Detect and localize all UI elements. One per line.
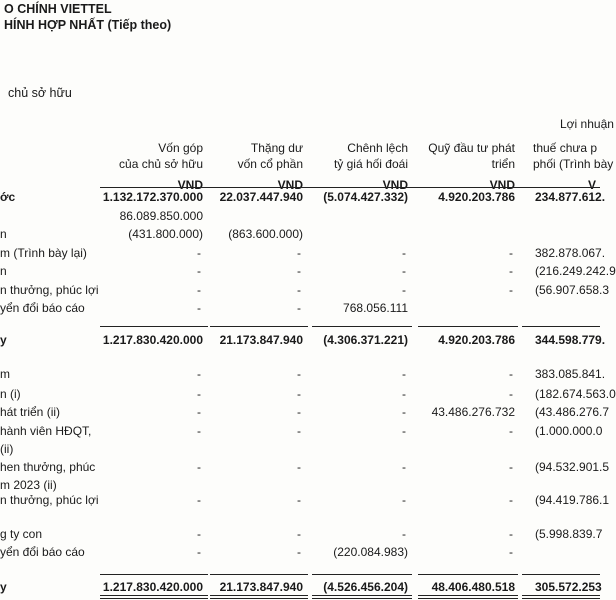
row-value-col-2: -	[297, 301, 301, 315]
row-value-col-3: -	[402, 405, 406, 419]
row-label: y	[0, 333, 7, 347]
row-value-col-5: 305.572.253	[535, 580, 602, 594]
row-value-col-2: -	[297, 460, 301, 474]
row-value-col-2: 21.173.847.940	[219, 333, 303, 347]
row-value-col-3: -	[402, 424, 406, 438]
row-value-col-3: -	[402, 367, 406, 381]
row-value-col-3: (220.084.983)	[333, 545, 408, 559]
row-label: m	[0, 367, 10, 381]
column-unit-2: VND	[277, 178, 303, 192]
row-value-col-1: 1.217.830.420.000	[102, 333, 203, 347]
row-value-col-2: -	[297, 493, 301, 507]
row-value-col-2: -	[297, 367, 301, 381]
column-header-2-l3: vốn cổ phần	[237, 157, 303, 171]
header-rule	[100, 187, 600, 188]
row-value-col-2: -	[297, 405, 301, 419]
row-value-col-3: (4.306.371.221)	[323, 333, 408, 347]
row-value-col-3: -	[402, 246, 406, 260]
row-value-col-3: -	[402, 493, 406, 507]
row-value-col-1: -	[197, 387, 201, 401]
subtotal-rule	[418, 574, 518, 575]
statement-title: HÍNH HỢP NHẤT (Tiếp theo)	[4, 18, 172, 32]
subtotal-rule	[522, 326, 600, 327]
row-value-col-4: -	[509, 493, 513, 507]
row-label: g ty con	[0, 527, 43, 541]
row-label: ớc	[0, 190, 16, 204]
row-value-col-4: -	[509, 527, 513, 541]
column-header-5-l3: phối (Trình bày	[533, 157, 614, 171]
row-value-col-4: -	[509, 283, 513, 297]
subtotal-rule	[312, 326, 412, 327]
row-label: (ii)	[0, 442, 14, 456]
row-value-col-2: 22.037.447.940	[219, 190, 303, 204]
row-value-col-1: 1.217.830.420.000	[102, 580, 203, 594]
column-header-5-l1: Lợi nhuận	[560, 117, 614, 131]
row-label: yển đổi báo cáo	[0, 545, 85, 559]
row-value-col-2: -	[297, 527, 301, 541]
row-value-col-1: 1.132.172.370.000	[102, 190, 203, 204]
row-value-col-2: -	[297, 387, 301, 401]
row-value-col-5: (5.998.839.7	[535, 527, 603, 541]
column-header-2-l2: Thặng dư	[250, 141, 303, 155]
row-label: n (i)	[0, 387, 21, 401]
row-value-col-4: -	[509, 367, 513, 381]
row-value-col-1: 86.089.850.000	[119, 209, 203, 223]
row-value-col-4: -	[509, 545, 513, 559]
row-value-col-3: -	[402, 387, 406, 401]
column-unit-5: V	[588, 178, 597, 192]
row-label: hen thưởng, phúc	[0, 460, 96, 474]
row-value-col-4: 48.406.480.518	[431, 580, 515, 594]
row-value-col-3: (5.074.427.332)	[323, 190, 408, 204]
column-header-1-l3: của chủ sở hữu	[119, 157, 203, 171]
total-double-rule	[312, 595, 412, 599]
row-value-col-4: -	[509, 460, 513, 474]
column-header-4-l2: Quỹ đầu tư phát	[428, 141, 515, 155]
row-label: n thưởng, phúc lợi	[0, 283, 99, 297]
row-value-col-4: -	[509, 424, 513, 438]
row-label: hát triển (ii)	[0, 405, 61, 419]
row-value-col-2: 21.173.847.940	[219, 580, 303, 594]
row-label: y	[0, 580, 7, 594]
row-value-col-1: -	[197, 424, 201, 438]
column-header-1-l2: Vốn góp	[158, 141, 203, 155]
row-label: n	[0, 227, 7, 241]
row-value-col-5: (216.249.242.9	[535, 264, 616, 278]
row-value-col-1: -	[197, 301, 201, 315]
row-value-col-1: -	[197, 246, 201, 260]
column-unit-1: VND	[177, 178, 203, 192]
row-value-col-5: (182.674.563.0	[535, 387, 616, 401]
row-value-col-5: 234.877.612.	[535, 190, 606, 204]
column-header-3-l3: tỷ giá hối đoái	[333, 157, 408, 171]
row-value-col-4: -	[509, 264, 513, 278]
row-value-col-1: -	[197, 460, 201, 474]
section-title: chủ sở hữu	[8, 86, 72, 100]
total-double-rule	[522, 595, 600, 599]
subtotal-rule	[210, 574, 308, 575]
row-label: n	[0, 264, 7, 278]
row-value-col-2: -	[297, 283, 301, 297]
row-value-col-1: -	[197, 405, 201, 419]
row-value-col-3: -	[402, 460, 406, 474]
row-label: n thưởng, phúc lợi	[0, 493, 99, 507]
row-value-col-1: -	[197, 493, 201, 507]
row-value-col-2: -	[297, 424, 301, 438]
row-value-col-1: -	[197, 264, 201, 278]
row-value-col-5: 383.085.841.	[535, 367, 606, 381]
row-value-col-1: -	[197, 367, 201, 381]
row-value-col-4: -	[509, 246, 513, 260]
subtotal-rule	[100, 326, 208, 327]
row-value-col-3: (4.526.456.204)	[323, 580, 408, 594]
row-label: hành viên HĐQT,	[0, 424, 92, 438]
row-label: m (Trình bày lại)	[0, 246, 87, 260]
row-value-col-2: -	[297, 246, 301, 260]
total-double-rule	[418, 595, 518, 599]
row-value-col-2: -	[297, 545, 301, 559]
row-label: yển đổi báo cáo	[0, 301, 85, 315]
column-unit-4: VND	[489, 178, 515, 192]
column-header-4-l3: triển	[491, 157, 515, 171]
row-value-col-3: -	[402, 527, 406, 541]
row-value-col-1: -	[197, 527, 201, 541]
row-label: m 2023 (ii)	[0, 478, 57, 492]
row-value-col-4: 4.920.203.786	[438, 190, 515, 204]
row-value-col-2: -	[297, 264, 301, 278]
row-value-col-5: (94.532.901.5	[535, 460, 610, 474]
row-value-col-4: 4.920.203.786	[438, 333, 515, 347]
total-double-rule	[100, 595, 208, 599]
subtotal-rule	[100, 574, 208, 575]
row-value-col-5: 344.598.779.	[535, 333, 606, 347]
total-double-rule	[210, 595, 308, 599]
row-value-col-5: (56.907.658.3	[535, 283, 610, 297]
column-header-5-l2: thuế chưa p	[533, 141, 598, 155]
row-value-col-5: (1.000.000.0	[535, 424, 603, 438]
row-value-col-5: 382.878.067.	[535, 246, 606, 260]
column-unit-3: VND	[382, 178, 408, 192]
subtotal-rule	[210, 326, 308, 327]
subtotal-rule	[312, 574, 412, 575]
row-value-col-4: 43.486.276.732	[431, 405, 515, 419]
subtotal-rule	[418, 326, 518, 327]
row-value-col-1: -	[197, 283, 201, 297]
row-value-col-3: 768.056.111	[343, 301, 408, 315]
company-name: O CHÍNH VIETTEL	[4, 2, 112, 16]
column-header-3-l2: Chênh lệch	[347, 141, 408, 155]
row-value-col-5: (94.419.786.1	[535, 493, 610, 507]
row-value-col-1: (431.800.000)	[128, 227, 203, 241]
row-value-col-2: (863.600.000)	[228, 227, 303, 241]
row-value-col-4: -	[509, 387, 513, 401]
row-value-col-1: -	[197, 545, 201, 559]
row-value-col-3: -	[402, 264, 406, 278]
subtotal-rule	[522, 574, 600, 575]
row-value-col-3: -	[402, 283, 406, 297]
row-value-col-5: (43.486.276.7	[535, 405, 610, 419]
